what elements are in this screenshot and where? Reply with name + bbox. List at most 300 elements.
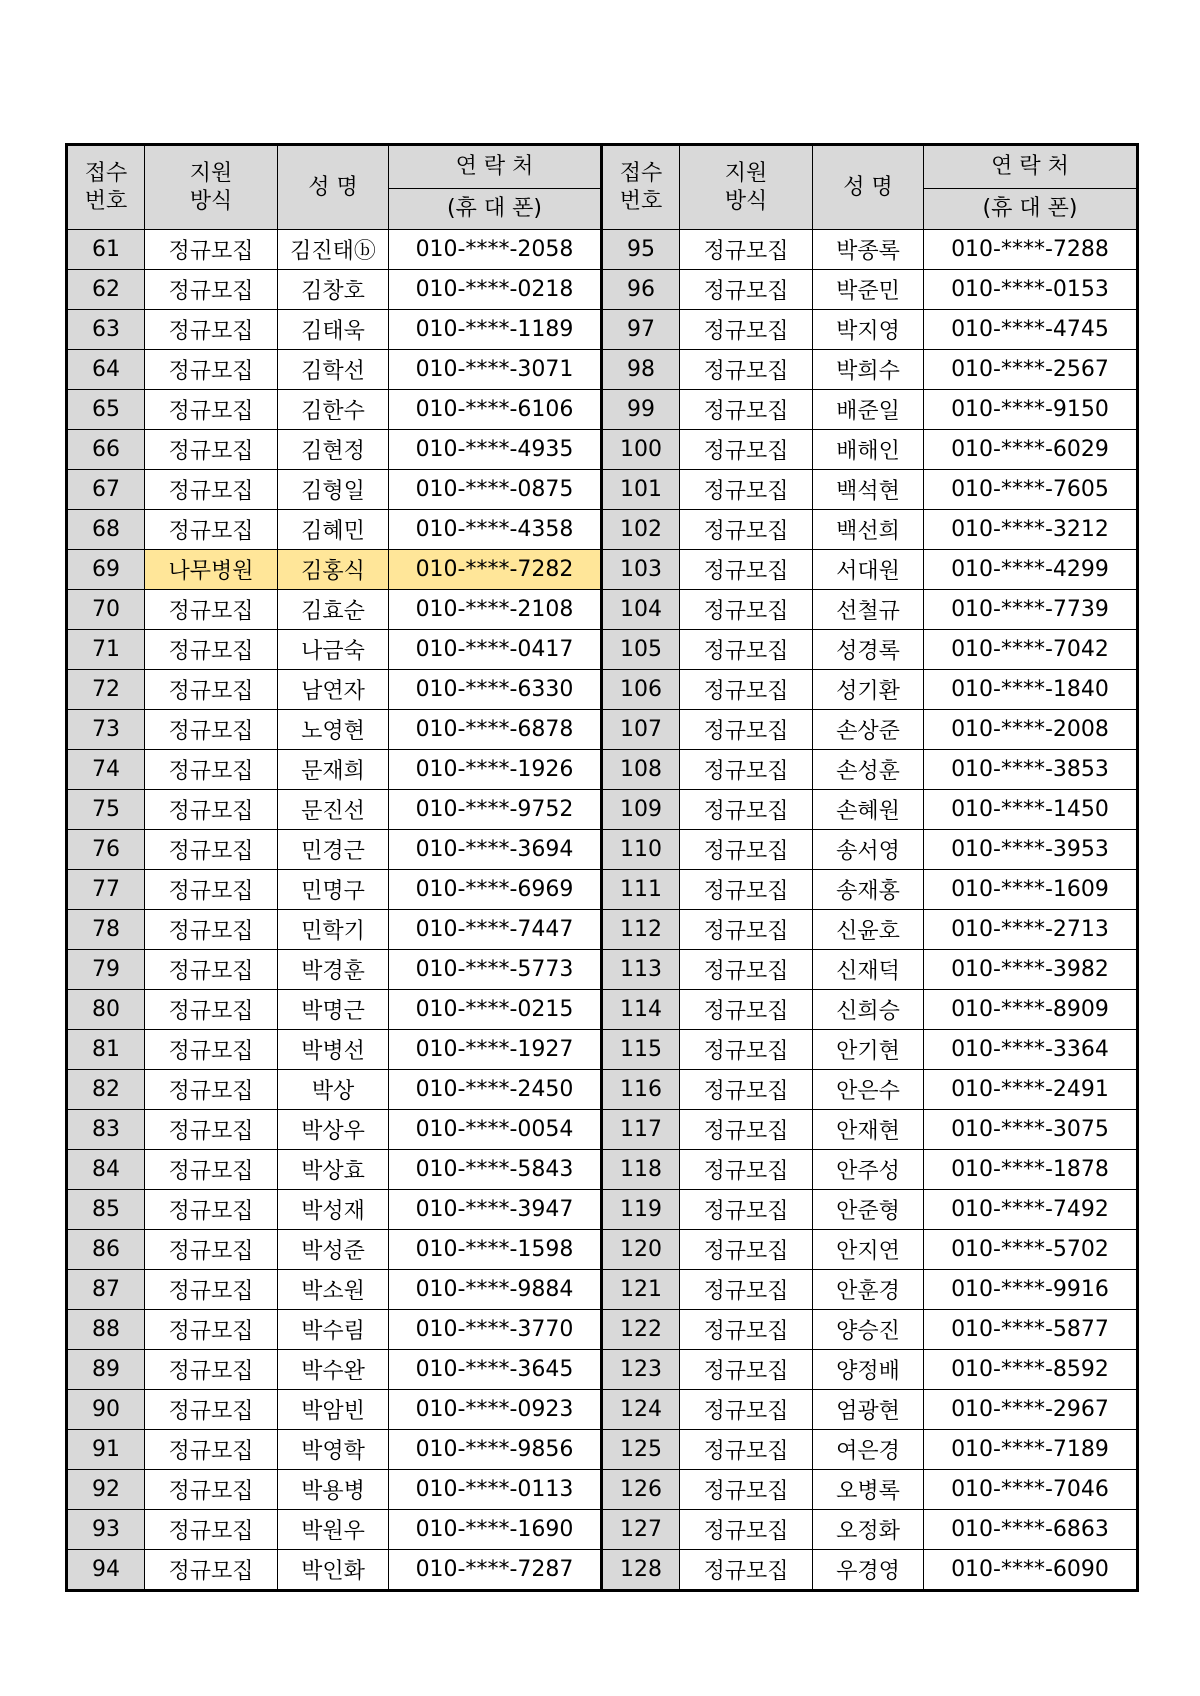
name-cell: 박상우 (278, 1110, 389, 1150)
receipt-no-cell: 125 (602, 1430, 680, 1470)
receipt-no-cell: 71 (67, 630, 145, 670)
method-cell: 정규모집 (145, 1350, 278, 1390)
table-row (67, 870, 1138, 910)
table-row (67, 270, 1138, 310)
receipt-no-cell: 67 (67, 470, 145, 510)
receipt-no-cell: 80 (67, 990, 145, 1030)
receipt-no-cell: 65 (67, 390, 145, 430)
table-row (67, 510, 1138, 550)
receipt-no-cell: 111 (602, 870, 680, 910)
name-cell: 성기환 (813, 670, 924, 710)
name-cell: 안준형 (813, 1190, 924, 1230)
method-cell: 나무병원 (145, 550, 278, 590)
phone-cell: 010-****-3853 (924, 750, 1138, 790)
receipt-no-cell: 88 (67, 1310, 145, 1350)
receipt-no-cell: 82 (67, 1070, 145, 1110)
method-cell: 정규모집 (680, 430, 813, 470)
receipt-no-cell: 106 (602, 670, 680, 710)
receipt-no-cell: 85 (67, 1190, 145, 1230)
phone-cell: 010-****-2008 (924, 710, 1138, 750)
name-cell: 안은수 (813, 1070, 924, 1110)
name-cell: 박암빈 (278, 1390, 389, 1430)
receipt-no-cell: 100 (602, 430, 680, 470)
method-cell: 정규모집 (145, 830, 278, 870)
name-cell: 박영학 (278, 1430, 389, 1470)
phone-cell: 010-****-3953 (924, 830, 1138, 870)
phone-cell: 010-****-7739 (924, 590, 1138, 630)
receipt-no-cell: 121 (602, 1270, 680, 1310)
name-cell: 신윤호 (813, 910, 924, 950)
method-cell: 정규모집 (145, 1070, 278, 1110)
name-cell: 남연자 (278, 670, 389, 710)
name-cell: 김창호 (278, 270, 389, 310)
phone-cell: 010-****-7042 (924, 630, 1138, 670)
receipt-no-cell: 90 (67, 1390, 145, 1430)
name-cell: 박인화 (278, 1550, 389, 1591)
table-row (67, 750, 1138, 790)
phone-cell: 010-****-7288 (924, 230, 1138, 270)
receipt-no-cell: 128 (602, 1550, 680, 1591)
method-cell: 정규모집 (145, 790, 278, 830)
method-cell: 정규모집 (680, 790, 813, 830)
name-cell: 박원우 (278, 1510, 389, 1550)
method-cell: 정규모집 (145, 1430, 278, 1470)
table-row (67, 710, 1138, 750)
method-cell: 정규모집 (680, 1470, 813, 1510)
method-cell: 정규모집 (680, 1070, 813, 1110)
name-cell: 박수림 (278, 1310, 389, 1350)
name-cell: 박준민 (813, 270, 924, 310)
phone-cell: 010-****-8592 (924, 1350, 1138, 1390)
name-cell: 선철규 (813, 590, 924, 630)
method-cell: 정규모집 (680, 1110, 813, 1150)
name-cell: 민명구 (278, 870, 389, 910)
table-row (67, 590, 1138, 630)
name-cell: 손혜원 (813, 790, 924, 830)
phone-cell: 010-****-2058 (389, 230, 602, 270)
name-cell: 김홍식 (278, 550, 389, 590)
receipt-no-cell: 74 (67, 750, 145, 790)
name-cell: 신희승 (813, 990, 924, 1030)
method-cell: 정규모집 (145, 1310, 278, 1350)
name-cell: 우경영 (813, 1550, 924, 1591)
name-cell: 박소원 (278, 1270, 389, 1310)
method-cell: 정규모집 (680, 390, 813, 430)
name-cell: 박상 (278, 1070, 389, 1110)
phone-cell: 010-****-3075 (924, 1110, 1138, 1150)
phone-cell: 010-****-3770 (389, 1310, 602, 1350)
receipt-no-cell: 77 (67, 870, 145, 910)
method-cell: 정규모집 (680, 510, 813, 550)
name-cell: 손성훈 (813, 750, 924, 790)
name-cell: 민학기 (278, 910, 389, 950)
method-cell: 정규모집 (145, 1550, 278, 1591)
method-cell: 정규모집 (145, 310, 278, 350)
receipt-no-cell: 120 (602, 1230, 680, 1270)
receipt-no-cell: 123 (602, 1350, 680, 1390)
name-cell: 양정배 (813, 1350, 924, 1390)
receipt-no-cell: 97 (602, 310, 680, 350)
receipt-no-cell: 73 (67, 710, 145, 750)
method-cell: 정규모집 (680, 1190, 813, 1230)
name-cell: 박명근 (278, 990, 389, 1030)
table-row (67, 1310, 1138, 1350)
phone-cell: 010-****-7447 (389, 910, 602, 950)
method-cell: 정규모집 (680, 630, 813, 670)
receipt-no-cell: 99 (602, 390, 680, 430)
phone-cell: 010-****-6330 (389, 670, 602, 710)
receipt-no-cell: 116 (602, 1070, 680, 1110)
phone-cell: 010-****-4299 (924, 550, 1138, 590)
phone-cell: 010-****-1840 (924, 670, 1138, 710)
phone-cell: 010-****-9856 (389, 1430, 602, 1470)
method-cell: 정규모집 (680, 1510, 813, 1550)
method-cell: 정규모집 (680, 1150, 813, 1190)
name-cell: 김진태ⓑ (278, 230, 389, 270)
receipt-no-cell: 112 (602, 910, 680, 950)
receipt-no-cell: 107 (602, 710, 680, 750)
method-cell: 정규모집 (145, 1110, 278, 1150)
receipt-no-cell: 101 (602, 470, 680, 510)
name-cell: 박희수 (813, 350, 924, 390)
table-row (67, 1070, 1138, 1110)
receipt-no-cell: 92 (67, 1470, 145, 1510)
name-cell: 안기현 (813, 1030, 924, 1070)
header-contact: 연 락 처 (389, 145, 602, 189)
phone-cell: 010-****-0054 (389, 1110, 602, 1150)
method-cell: 정규모집 (145, 430, 278, 470)
phone-cell: 010-****-3645 (389, 1350, 602, 1390)
name-cell: 박경훈 (278, 950, 389, 990)
header-row (67, 145, 1138, 189)
receipt-no-cell: 91 (67, 1430, 145, 1470)
name-cell: 오병록 (813, 1470, 924, 1510)
phone-cell: 010-****-6029 (924, 430, 1138, 470)
name-cell: 민경근 (278, 830, 389, 870)
method-cell: 정규모집 (680, 1030, 813, 1070)
phone-cell: 010-****-0153 (924, 270, 1138, 310)
receipt-no-cell: 96 (602, 270, 680, 310)
phone-cell: 010-****-8909 (924, 990, 1138, 1030)
receipt-no-cell: 108 (602, 750, 680, 790)
method-cell: 정규모집 (680, 950, 813, 990)
table-row (67, 350, 1138, 390)
table-row (67, 910, 1138, 950)
receipt-no-cell: 75 (67, 790, 145, 830)
phone-cell: 010-****-0215 (389, 990, 602, 1030)
phone-cell: 010-****-1609 (924, 870, 1138, 910)
method-cell: 정규모집 (145, 1150, 278, 1190)
phone-cell: 010-****-0113 (389, 1470, 602, 1510)
receipt-no-cell: 109 (602, 790, 680, 830)
receipt-no-cell: 119 (602, 1190, 680, 1230)
phone-cell: 010-****-5843 (389, 1150, 602, 1190)
receipt-no-cell: 70 (67, 590, 145, 630)
table-row (67, 1230, 1138, 1270)
table-row (67, 1390, 1138, 1430)
method-cell: 정규모집 (145, 270, 278, 310)
name-cell: 엄광현 (813, 1390, 924, 1430)
receipt-no-cell: 89 (67, 1350, 145, 1390)
header-name: 성 명 (278, 145, 389, 230)
phone-cell: 010-****-3071 (389, 350, 602, 390)
header-no: 접수 번호 (602, 145, 680, 230)
table-row (67, 950, 1138, 990)
method-cell: 정규모집 (680, 270, 813, 310)
receipt-no-cell: 105 (602, 630, 680, 670)
receipt-no-cell: 113 (602, 950, 680, 990)
phone-cell: 010-****-5702 (924, 1230, 1138, 1270)
table-row (67, 1270, 1138, 1310)
name-cell: 성경록 (813, 630, 924, 670)
table-row (67, 990, 1138, 1030)
method-cell: 정규모집 (680, 310, 813, 350)
method-cell: 정규모집 (145, 1270, 278, 1310)
name-cell: 김현정 (278, 430, 389, 470)
phone-cell: 010-****-0875 (389, 470, 602, 510)
phone-cell: 010-****-9752 (389, 790, 602, 830)
name-cell: 박상효 (278, 1150, 389, 1190)
method-cell: 정규모집 (145, 910, 278, 950)
phone-cell: 010-****-6090 (924, 1550, 1138, 1591)
phone-cell: 010-****-2713 (924, 910, 1138, 950)
table-row (67, 790, 1138, 830)
header-contact-sub: (휴 대 폰) (389, 189, 602, 230)
method-cell: 정규모집 (145, 630, 278, 670)
method-cell: 정규모집 (145, 390, 278, 430)
header-name: 성 명 (813, 145, 924, 230)
table-row (67, 310, 1138, 350)
method-cell: 정규모집 (680, 750, 813, 790)
name-cell: 김형일 (278, 470, 389, 510)
method-cell: 정규모집 (680, 1550, 813, 1591)
receipt-no-cell: 66 (67, 430, 145, 470)
name-cell: 박병선 (278, 1030, 389, 1070)
method-cell: 정규모집 (680, 470, 813, 510)
receipt-no-cell: 126 (602, 1470, 680, 1510)
phone-cell: 010-****-7282 (389, 550, 602, 590)
name-cell: 김한수 (278, 390, 389, 430)
method-cell: 정규모집 (145, 670, 278, 710)
method-cell: 정규모집 (145, 710, 278, 750)
table-row (67, 390, 1138, 430)
method-cell: 정규모집 (145, 590, 278, 630)
phone-cell: 010-****-7287 (389, 1550, 602, 1591)
method-cell: 정규모집 (680, 990, 813, 1030)
receipt-no-cell: 72 (67, 670, 145, 710)
phone-cell: 010-****-3364 (924, 1030, 1138, 1070)
phone-cell: 010-****-0218 (389, 270, 602, 310)
receipt-no-cell: 86 (67, 1230, 145, 1270)
method-cell: 정규모집 (680, 1230, 813, 1270)
method-cell: 정규모집 (145, 230, 278, 270)
method-cell: 정규모집 (680, 550, 813, 590)
receipt-no-cell: 124 (602, 1390, 680, 1430)
method-cell: 정규모집 (680, 350, 813, 390)
name-cell: 여은경 (813, 1430, 924, 1470)
receipt-no-cell: 76 (67, 830, 145, 870)
name-cell: 김효순 (278, 590, 389, 630)
name-cell: 안훈경 (813, 1270, 924, 1310)
receipt-no-cell: 62 (67, 270, 145, 310)
method-cell: 정규모집 (680, 590, 813, 630)
method-cell: 정규모집 (145, 1190, 278, 1230)
table-row (67, 550, 1138, 590)
receipt-no-cell: 114 (602, 990, 680, 1030)
receipt-no-cell: 103 (602, 550, 680, 590)
phone-cell: 010-****-0417 (389, 630, 602, 670)
phone-cell: 010-****-2450 (389, 1070, 602, 1110)
receipt-no-cell: 127 (602, 1510, 680, 1550)
receipt-no-cell: 81 (67, 1030, 145, 1070)
name-cell: 안주성 (813, 1150, 924, 1190)
phone-cell: 010-****-4358 (389, 510, 602, 550)
receipt-no-cell: 83 (67, 1110, 145, 1150)
header-no: 접수 번호 (67, 145, 145, 230)
name-cell: 김태욱 (278, 310, 389, 350)
phone-cell: 010-****-6969 (389, 870, 602, 910)
phone-cell: 010-****-3982 (924, 950, 1138, 990)
phone-cell: 010-****-3694 (389, 830, 602, 870)
phone-cell: 010-****-1926 (389, 750, 602, 790)
name-cell: 백선희 (813, 510, 924, 550)
name-cell: 박지영 (813, 310, 924, 350)
method-cell: 정규모집 (145, 1470, 278, 1510)
receipt-no-cell: 95 (602, 230, 680, 270)
method-cell: 정규모집 (680, 710, 813, 750)
table-row (67, 1430, 1138, 1470)
phone-cell: 010-****-3212 (924, 510, 1138, 550)
phone-cell: 010-****-1450 (924, 790, 1138, 830)
phone-cell: 010-****-5877 (924, 1310, 1138, 1350)
table-row (67, 670, 1138, 710)
name-cell: 안지연 (813, 1230, 924, 1270)
header-method: 지원 방식 (680, 145, 813, 230)
applicant-table (65, 143, 1139, 1592)
phone-cell: 010-****-2567 (924, 350, 1138, 390)
header-method: 지원 방식 (145, 145, 278, 230)
receipt-no-cell: 69 (67, 550, 145, 590)
receipt-no-cell: 79 (67, 950, 145, 990)
receipt-no-cell: 63 (67, 310, 145, 350)
method-cell: 정규모집 (680, 1430, 813, 1470)
name-cell: 배해인 (813, 430, 924, 470)
method-cell: 정규모집 (145, 1230, 278, 1270)
receipt-no-cell: 115 (602, 1030, 680, 1070)
name-cell: 백석현 (813, 470, 924, 510)
table-row (67, 1190, 1138, 1230)
phone-cell: 010-****-4935 (389, 430, 602, 470)
header-contact-sub: (휴 대 폰) (924, 189, 1138, 230)
name-cell: 문재희 (278, 750, 389, 790)
name-cell: 나금숙 (278, 630, 389, 670)
phone-cell: 010-****-1878 (924, 1150, 1138, 1190)
receipt-no-cell: 98 (602, 350, 680, 390)
method-cell: 정규모집 (680, 910, 813, 950)
receipt-no-cell: 94 (67, 1550, 145, 1591)
header-contact: 연 락 처 (924, 145, 1138, 189)
name-cell: 박성재 (278, 1190, 389, 1230)
name-cell: 송서영 (813, 830, 924, 870)
table-row (67, 1030, 1138, 1070)
phone-cell: 010-****-2491 (924, 1070, 1138, 1110)
table-row (67, 430, 1138, 470)
method-cell: 정규모집 (145, 1390, 278, 1430)
phone-cell: 010-****-7605 (924, 470, 1138, 510)
method-cell: 정규모집 (680, 1270, 813, 1310)
table-row (67, 1470, 1138, 1510)
receipt-no-cell: 102 (602, 510, 680, 550)
method-cell: 정규모집 (680, 1390, 813, 1430)
phone-cell: 010-****-5773 (389, 950, 602, 990)
table-row (67, 1510, 1138, 1550)
table-body (67, 230, 1138, 1591)
phone-cell: 010-****-3947 (389, 1190, 602, 1230)
receipt-no-cell: 122 (602, 1310, 680, 1350)
receipt-no-cell: 64 (67, 350, 145, 390)
name-cell: 송재홍 (813, 870, 924, 910)
name-cell: 오정화 (813, 1510, 924, 1550)
phone-cell: 010-****-4745 (924, 310, 1138, 350)
name-cell: 신재덕 (813, 950, 924, 990)
name-cell: 문진선 (278, 790, 389, 830)
phone-cell: 010-****-9150 (924, 390, 1138, 430)
name-cell: 박성준 (278, 1230, 389, 1270)
receipt-no-cell: 93 (67, 1510, 145, 1550)
phone-cell: 010-****-1690 (389, 1510, 602, 1550)
name-cell: 김혜민 (278, 510, 389, 550)
method-cell: 정규모집 (145, 950, 278, 990)
table-row (67, 830, 1138, 870)
method-cell: 정규모집 (680, 1310, 813, 1350)
phone-cell: 010-****-6106 (389, 390, 602, 430)
method-cell: 정규모집 (145, 470, 278, 510)
receipt-no-cell: 78 (67, 910, 145, 950)
method-cell: 정규모집 (145, 750, 278, 790)
method-cell: 정규모집 (680, 1350, 813, 1390)
table-row (67, 1550, 1138, 1591)
name-cell: 손상준 (813, 710, 924, 750)
receipt-no-cell: 110 (602, 830, 680, 870)
phone-cell: 010-****-2967 (924, 1390, 1138, 1430)
receipt-no-cell: 118 (602, 1150, 680, 1190)
method-cell: 정규모집 (680, 870, 813, 910)
name-cell: 안재현 (813, 1110, 924, 1150)
receipt-no-cell: 87 (67, 1270, 145, 1310)
method-cell: 정규모집 (680, 230, 813, 270)
name-cell: 박종록 (813, 230, 924, 270)
phone-cell: 010-****-2108 (389, 590, 602, 630)
name-cell: 김학선 (278, 350, 389, 390)
method-cell: 정규모집 (145, 510, 278, 550)
phone-cell: 010-****-1927 (389, 1030, 602, 1070)
phone-cell: 010-****-1598 (389, 1230, 602, 1270)
name-cell: 양승진 (813, 1310, 924, 1350)
table-row (67, 230, 1138, 270)
name-cell: 노영현 (278, 710, 389, 750)
receipt-no-cell: 61 (67, 230, 145, 270)
receipt-no-cell: 84 (67, 1150, 145, 1190)
receipt-no-cell: 104 (602, 590, 680, 630)
name-cell: 서대원 (813, 550, 924, 590)
method-cell: 정규모집 (680, 670, 813, 710)
phone-cell: 010-****-7189 (924, 1430, 1138, 1470)
phone-cell: 010-****-9916 (924, 1270, 1138, 1310)
phone-cell: 010-****-6878 (389, 710, 602, 750)
name-cell: 박수완 (278, 1350, 389, 1390)
table-row (67, 470, 1138, 510)
table-row (67, 630, 1138, 670)
